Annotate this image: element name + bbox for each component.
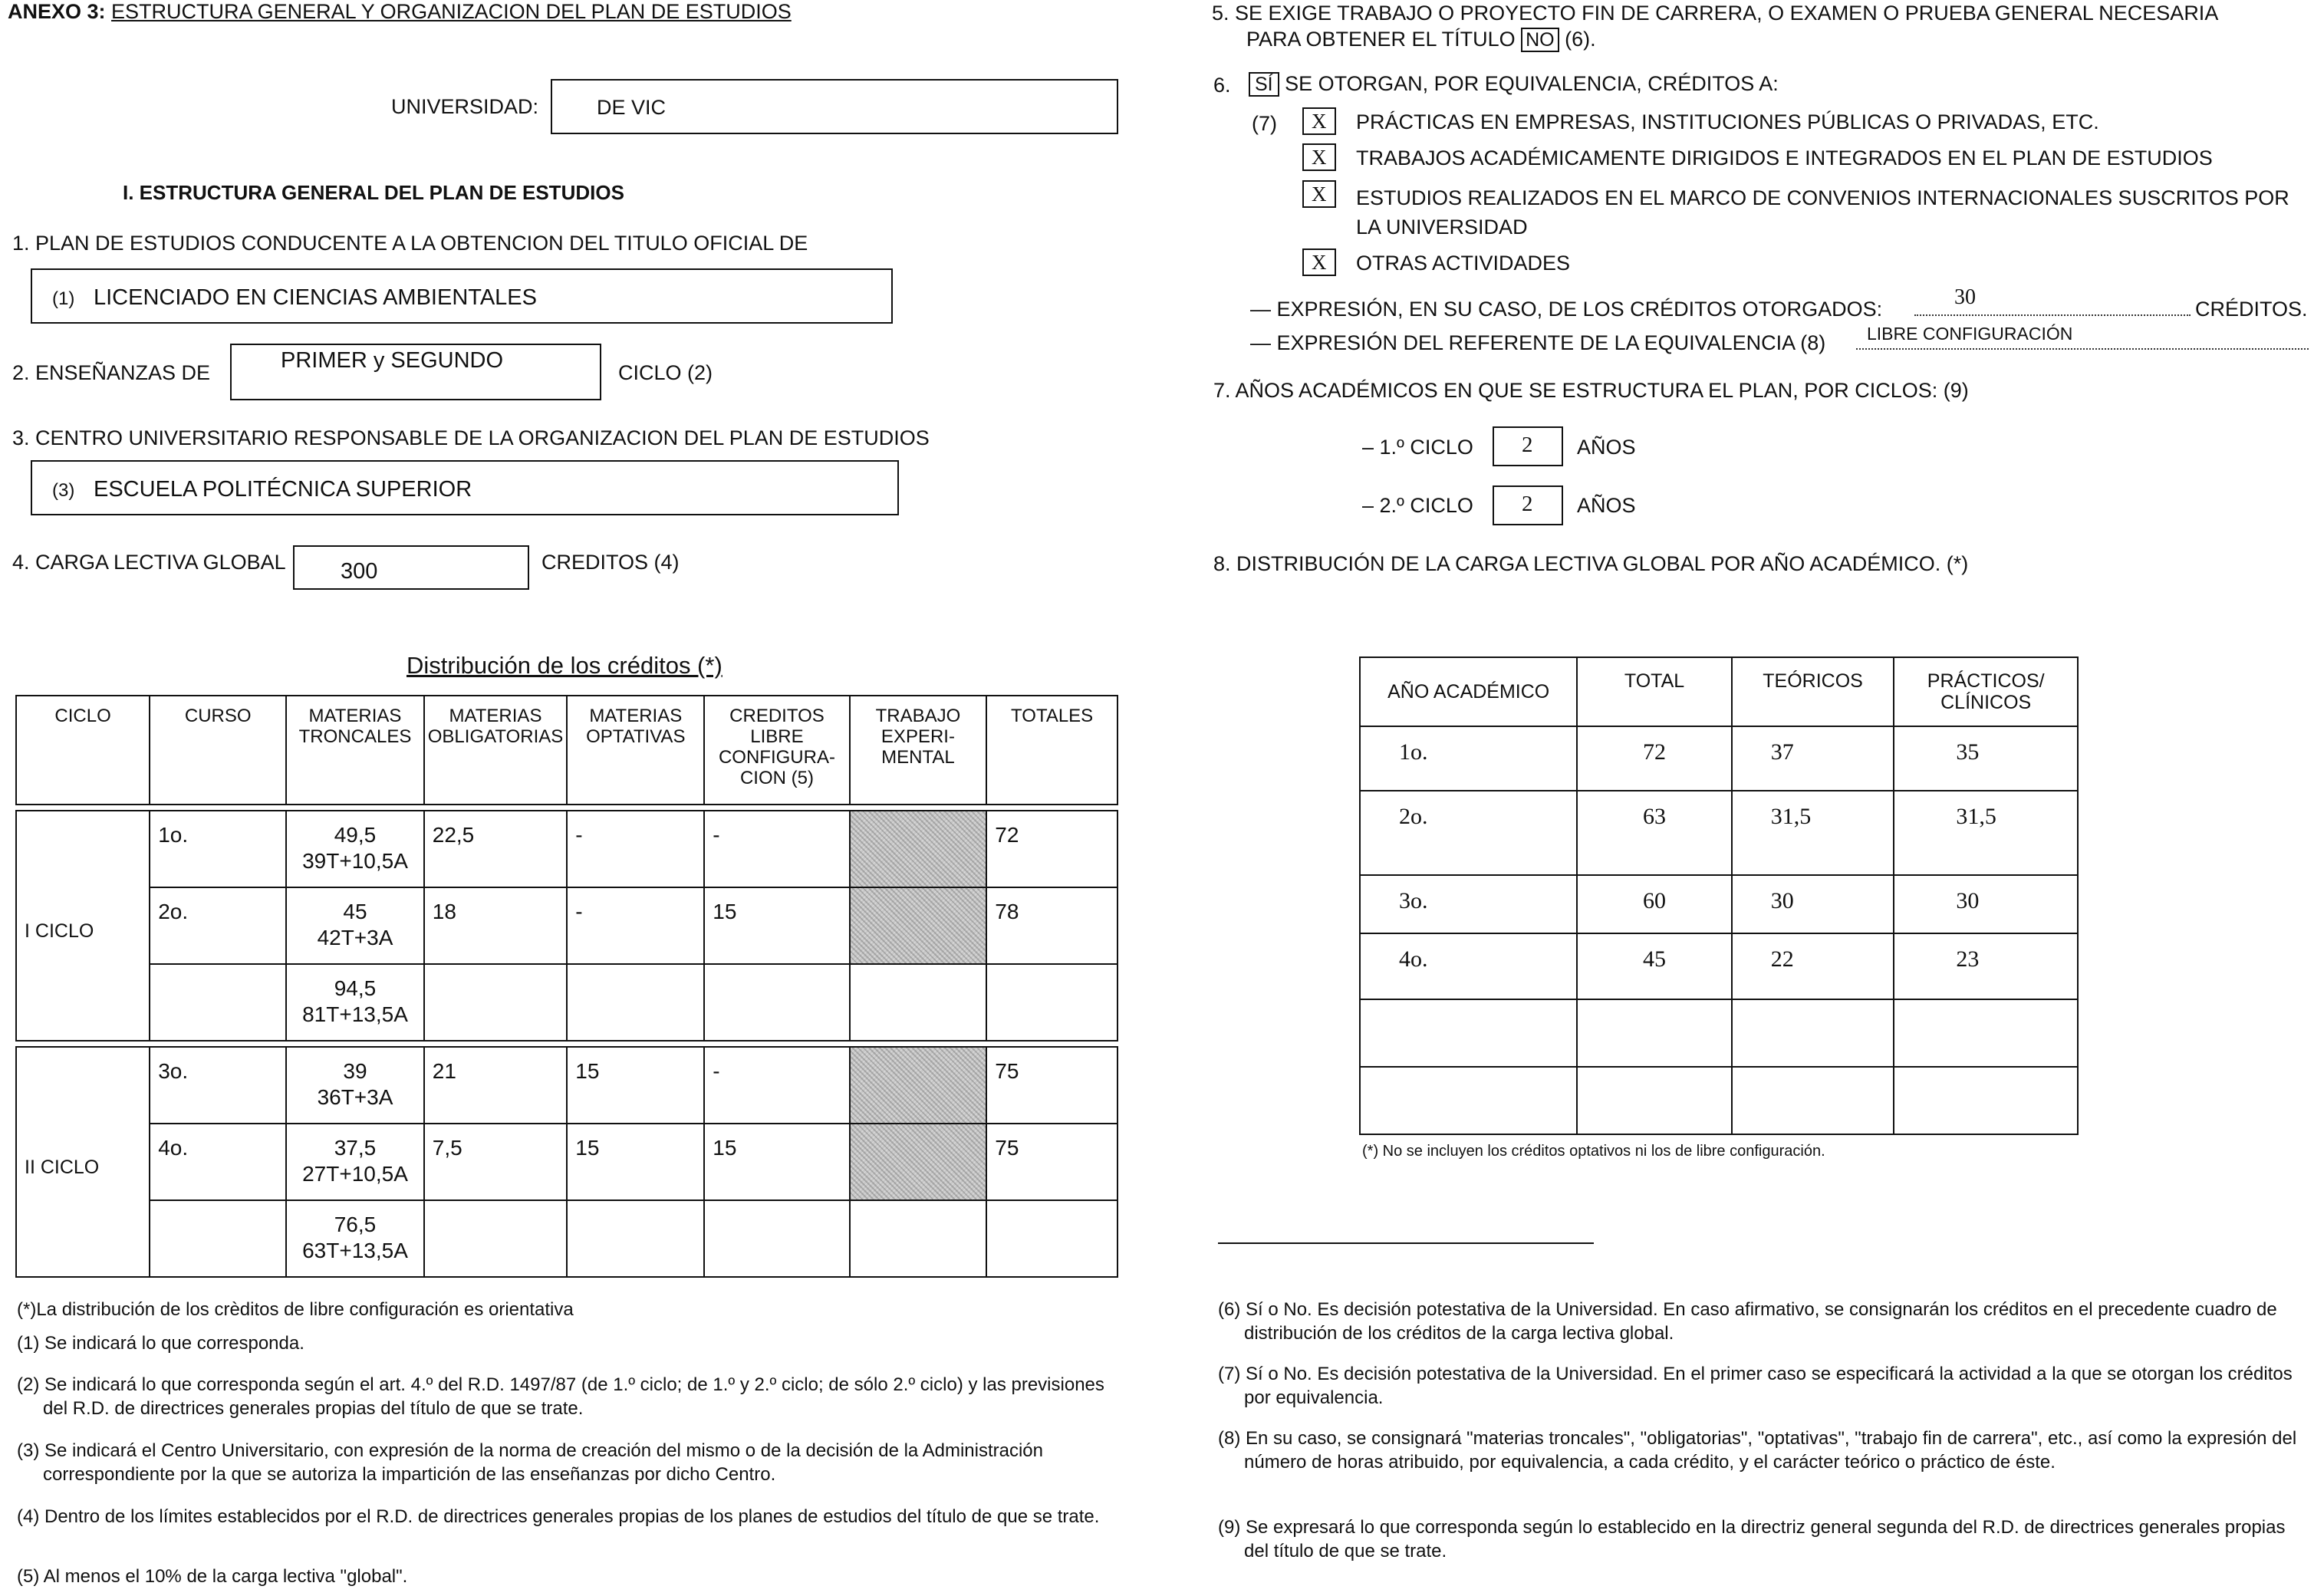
total-cell: 72 [1577, 726, 1731, 791]
table-row [1360, 875, 2078, 933]
th-ciclo: CICLO [16, 696, 150, 805]
th-practicos: PRÁCTICOS/ CLÍNICOS [1894, 657, 2078, 726]
th-troncales: MATERIAS TRONCALES [286, 696, 424, 805]
ciclo1-box [1493, 426, 1563, 466]
table-row [1360, 1067, 2078, 1134]
academic-table-note: (*) No se incluyen los créditos optativos ni los de libre configuración. [1362, 1143, 1825, 1160]
expr2-value: LIBRE CONFIGURACIÓN [1867, 324, 2073, 344]
item1-field [31, 268, 893, 324]
ciclo2-box [1493, 485, 1563, 525]
item2-field [230, 344, 601, 400]
teoricos-cell [1732, 999, 1894, 1067]
table-row [1360, 999, 2078, 1067]
ciclo2-label: – 2.º CICLO [1362, 494, 1473, 517]
option-label: TRABAJOS ACADÉMICAMENTE DIRIGIDOS E INTEGRADOS EN EL PLAN DE ESTUDIOS [1356, 146, 2213, 169]
option-row [1302, 107, 1336, 135]
item2-label: 2. ENSEÑANZAS DE [12, 361, 211, 384]
anexo-heading [8, 0, 792, 24]
optativas-cell: - [567, 811, 704, 887]
item8-label: 8. DISTRIBUCIÓN DE LA CARGA LECTIVA GLOBAL POR AÑO ACADÉMICO. (*) [1213, 552, 1969, 575]
optativas-cell [567, 964, 704, 1041]
item3-field [31, 460, 899, 515]
table-row [16, 1200, 1118, 1277]
libre-cell [704, 964, 849, 1041]
th-teoricos: TEÓRICOS [1732, 657, 1894, 726]
section-title: I. ESTRUCTURA GENERAL DEL PLAN DE ESTUDIOS [123, 181, 624, 204]
teoricos-cell: 31,5 [1732, 791, 1894, 875]
curso-cell: 3o. [150, 1047, 286, 1124]
table-spacer [16, 805, 1118, 811]
checkbox-checked[interactable]: X [1302, 248, 1336, 276]
item3-label: 3. CENTRO UNIVERSITARIO RESPONSABLE DE LA ORGANIZACION DEL PLAN DE ESTUDIOS [12, 426, 930, 449]
th-curso: CURSO [150, 696, 286, 805]
item6-num: 6. [1213, 74, 1231, 97]
curso-cell: 4o. [150, 1124, 286, 1200]
credits-table [15, 695, 1118, 1278]
total-cell: 45 [1577, 933, 1731, 999]
totales-cell: 72 [986, 811, 1118, 887]
libre-cell: 15 [704, 1124, 849, 1200]
th-optativas: MATERIAS OPTATIVAS [567, 696, 704, 805]
troncales-cell: 39 36T+3A [286, 1047, 424, 1124]
expr1-label: — EXPRESIÓN, EN SU CASO, DE LOS CRÉDITOS OTORGADOS: [1250, 298, 1883, 321]
item4-suffix: CREDITOS (4) [541, 551, 680, 574]
ciclo1-value: 2 [1522, 433, 1533, 457]
right-footnote-9: (9) Se expresará lo que corresponda según lo establecido en la directriz general segunda del R.D. de directrices generales propias del título de que se trate. [1218, 1517, 2286, 1561]
item5-line-b: PARA OBTENER EL TÍTULO NO (6). [1246, 28, 1596, 51]
ano-cell: 2o. [1360, 791, 1577, 875]
anexo-label: ANEXO 3: [8, 0, 106, 23]
item1-value: LICENCIADO EN CIENCIAS AMBIENTALES [94, 285, 537, 310]
item6-line: SÍ SE OTORGAN, POR EQUIVALENCIA, CRÉDITOS A: [1249, 72, 1779, 97]
option-label: OTRAS ACTIVIDADES [1356, 252, 1571, 275]
table-row [16, 811, 1118, 887]
practicos-cell: 30 [1894, 875, 2078, 933]
ano-cell [1360, 999, 1577, 1067]
ciclo-cell: I CICLO [16, 811, 150, 1041]
curso-cell: 1o. [150, 811, 286, 887]
obligatorias-cell [424, 1200, 568, 1277]
totales-cell [986, 964, 1118, 1041]
item1-num: (1) [52, 288, 75, 309]
optativas-cell: 15 [567, 1047, 704, 1124]
academic-table-header [1360, 657, 2078, 726]
troncales-cell: 76,5 63T+13,5A [286, 1200, 424, 1277]
obligatorias-cell: 21 [424, 1047, 568, 1124]
option-row [1302, 143, 1336, 171]
item5-answer-box: NO [1521, 28, 1559, 52]
total-cell: 63 [1577, 791, 1731, 875]
th-obligatorias: MATERIAS OBLIGATORIAS [424, 696, 568, 805]
left-footnote-1: (1) Se indicará lo que corresponda. [17, 1333, 304, 1354]
ciclo1-label: – 1.º CICLO [1362, 436, 1473, 459]
teoricos-cell: 22 [1732, 933, 1894, 999]
checkbox-checked[interactable]: X [1302, 143, 1336, 171]
libre-cell: 15 [704, 887, 849, 964]
optativas-cell: 15 [567, 1124, 704, 1200]
option-row [1302, 180, 1336, 208]
ano-cell: 3o. [1360, 875, 1577, 933]
item7-label: 7. AÑOS ACADÉMICOS EN QUE SE ESTRUCTURA EL PLAN, POR CICLOS: (9) [1213, 379, 1969, 402]
right-footnote-8: (8) En su caso, se consignará "materias troncales", "obligatorias", "optativas", "trabajo fin de carrera", etc., así como la expresión del número de horas atribuido, por equivalencia, a cada crédito, y el carácter teórico o práctico de éste. [1218, 1428, 2297, 1473]
troncales-cell: 45 42T+3A [286, 887, 424, 964]
total-cell: 60 [1577, 875, 1731, 933]
expr1-suffix: CRÉDITOS. [2195, 298, 2308, 321]
obligatorias-cell: 22,5 [424, 811, 568, 887]
academic-table [1359, 656, 2079, 1135]
obligatorias-cell: 18 [424, 887, 568, 964]
practicos-cell [1894, 999, 2078, 1067]
table-row [16, 887, 1118, 964]
ano-cell [1360, 1067, 1577, 1134]
total-cell [1577, 1067, 1731, 1134]
table-row [16, 964, 1118, 1041]
expr2-dotted-line [1856, 348, 2309, 350]
option-label: PRÁCTICAS EN EMPRESAS, INSTITUCIONES PÚBLICAS O PRIVADAS, ETC. [1356, 110, 2099, 133]
table-spacer [16, 1041, 1118, 1047]
teoricos-cell [1732, 1067, 1894, 1134]
practicos-cell: 23 [1894, 933, 2078, 999]
option-row [1302, 248, 1336, 276]
totales-cell: 78 [986, 887, 1118, 964]
trabajo-cell [850, 1200, 987, 1277]
ano-cell: 1o. [1360, 726, 1577, 791]
left-footnote-4: (4) Dentro de los límites establecidos por el R.D. de directrices generales propias de los planes de estudios del título de que se trate. [17, 1506, 1100, 1527]
table-row [1360, 791, 2078, 875]
item6-answer-box: SÍ [1249, 72, 1279, 97]
troncales-cell: 49,5 39T+10,5A [286, 811, 424, 887]
practicos-cell: 35 [1894, 726, 2078, 791]
trabajo-cell [850, 1047, 987, 1124]
item4-value: 300 [341, 559, 378, 584]
th-total: TOTAL [1577, 657, 1731, 726]
item4-label: 4. CARGA LECTIVA GLOBAL [12, 551, 286, 574]
obligatorias-cell [424, 964, 568, 1041]
trabajo-cell [850, 811, 987, 887]
trabajo-cell [850, 887, 987, 964]
curso-cell [150, 964, 286, 1041]
libre-cell [704, 1200, 849, 1277]
th-libre: CREDITOS LIBRE CONFIGURA- CION (5) [704, 696, 849, 805]
practicos-cell: 31,5 [1894, 791, 2078, 875]
universidad-field [551, 79, 1118, 134]
obligatorias-cell: 7,5 [424, 1124, 568, 1200]
dist-title: Distribución de los créditos (*) [407, 652, 723, 679]
ciclo1-anos: AÑOS [1577, 436, 1636, 459]
totales-cell: 75 [986, 1047, 1118, 1124]
item6-ref: (7) [1252, 112, 1277, 135]
table-row [1360, 726, 2078, 791]
left-footnote-3: (3) Se indicará el Centro Universitario, con expresión de la norma de creación del mismo o de la decisión de la Administración correspondiente por la que se autoriza la impartición de las enseñanzas por dicho Centro. [17, 1440, 1043, 1485]
universidad-label: UNIVERSIDAD: [391, 95, 539, 118]
ciclo2-value: 2 [1522, 492, 1533, 516]
item2-value: PRIMER y SEGUNDO [281, 348, 504, 373]
totales-cell: 75 [986, 1124, 1118, 1200]
troncales-cell: 37,5 27T+10,5A [286, 1124, 424, 1200]
checkbox-checked[interactable]: X [1302, 107, 1336, 135]
th-ano: AÑO ACADÉMICO [1360, 657, 1577, 726]
checkbox-checked[interactable]: X [1302, 180, 1336, 208]
table-row [16, 1047, 1118, 1124]
optativas-cell [567, 1200, 704, 1277]
left-footnote-star: (*)La distribución de los crèditos de libre configuración es orientativa [17, 1299, 574, 1320]
ciclo-cell: II CICLO [16, 1047, 150, 1277]
item3-num: (3) [52, 480, 75, 501]
anexo-title: ESTRUCTURA GENERAL Y ORGANIZACION DEL PLAN DE ESTUDIOS [111, 0, 792, 23]
troncales-cell: 94,5 81T+13,5A [286, 964, 424, 1041]
option-label: ESTUDIOS REALIZADOS EN EL MARCO DE CONVENIOS INTERNACIONALES SUSCRITOS POR LA UNIVERSIDAD [1356, 186, 2289, 239]
ciclo2-anos: AÑOS [1577, 494, 1636, 517]
footnote-divider [1218, 1242, 1594, 1244]
libre-cell: - [704, 811, 849, 887]
th-totales: TOTALES [986, 696, 1118, 805]
expr2-label: — EXPRESIÓN DEL REFERENTE DE LA EQUIVALENCIA (8) [1250, 331, 1826, 354]
th-trabajo: TRABAJO EXPERI- MENTAL [850, 696, 987, 805]
expr1-dotted-line [1914, 314, 2191, 316]
item1-label: 1. PLAN DE ESTUDIOS CONDUCENTE A LA OBTENCION DEL TITULO OFICIAL DE [12, 232, 808, 255]
item4-field [293, 545, 529, 590]
ano-cell: 4o. [1360, 933, 1577, 999]
universidad-value: DE VIC [597, 96, 667, 119]
expr1-value: 30 [1954, 285, 1976, 309]
trabajo-cell [850, 1124, 987, 1200]
totales-cell [986, 1200, 1118, 1277]
trabajo-cell [850, 964, 987, 1041]
teoricos-cell: 37 [1732, 726, 1894, 791]
practicos-cell [1894, 1067, 2078, 1134]
item5-line-a: 5. SE EXIGE TRABAJO O PROYECTO FIN DE CARRERA, O EXAMEN O PRUEBA GENERAL NECESARIA [1212, 2, 2219, 25]
curso-cell [150, 1200, 286, 1277]
left-footnote-5: (5) Al menos el 10% de la carga lectiva "global". [17, 1566, 408, 1587]
item2-suffix: CICLO (2) [618, 361, 713, 384]
table-row [16, 1124, 1118, 1200]
table-row [1360, 933, 2078, 999]
teoricos-cell: 30 [1732, 875, 1894, 933]
total-cell [1577, 999, 1731, 1067]
credits-table-header [16, 696, 1118, 805]
curso-cell: 2o. [150, 887, 286, 964]
libre-cell: - [704, 1047, 849, 1124]
left-footnote-2: (2) Se indicará lo que corresponda según el art. 4.º del R.D. 1497/87 (de 1.º ciclo; de 1.º y 2.º ciclo; de sólo 2.º ciclo) y las previsiones del R.D. de directrices generales propias del título de que se trate. [17, 1374, 1104, 1419]
right-footnote-7: (7) Sí o No. Es decisión potestativa de la Universidad. En el primer caso se especificará la actividad a la que se otorgan los créditos por equivalencia. [1218, 1364, 2293, 1408]
optativas-cell: - [567, 887, 704, 964]
item3-value: ESCUELA POLITÉCNICA SUPERIOR [94, 477, 472, 502]
right-footnote-6: (6) Sí o No. Es decisión potestativa de la Universidad. En caso afirmativo, se consignarán los créditos en el precedente cuadro de distribución de los créditos de la carga lectiva global. [1218, 1299, 2277, 1344]
